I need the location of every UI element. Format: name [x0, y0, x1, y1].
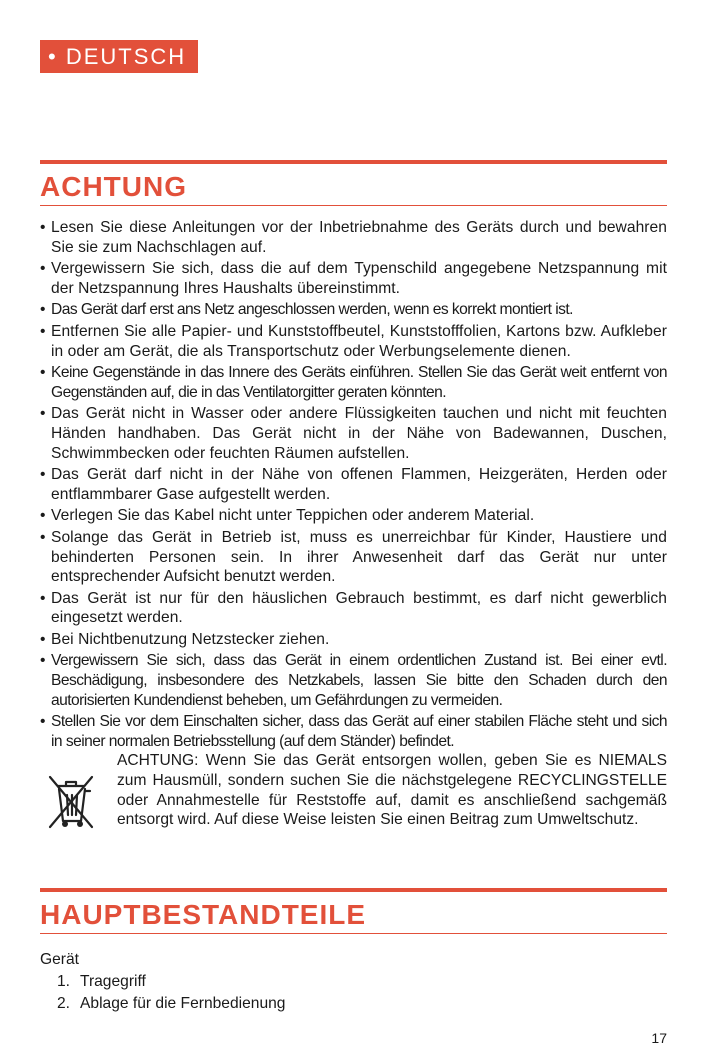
- warning-item: • Bei Nichtbenutzung Netzstecker ziehen.: [40, 630, 330, 648]
- item-label: Ablage für die Fernbedienung: [80, 995, 286, 1012]
- parts-heading: HAUPTBESTANDTEILE: [40, 899, 367, 930]
- disposal-notice: [40, 751, 667, 855]
- parts-header: [40, 888, 667, 934]
- warning-item: • Das Gerät nicht in Wasser oder andere Flüssigkeiten tauchen und nicht mit feuchten Händen handhaben. Das Gerät nicht in der Nähe von Badewannen, Duschen, Schwimmbecken oder feuchten Räumen aufstellen.: [40, 405, 667, 462]
- item-number: 1.: [56, 973, 70, 990]
- parts-group-label: Gerät: [40, 951, 79, 968]
- warning-item: • Das Gerät ist nur für den häuslichen Gebrauch bestimmt, es darf nicht gewerblich eingesetzt werden.: [40, 589, 667, 627]
- warning-item: • Keine Gegenstände in das Innere des Geräts einführen. Stellen Sie das Gerät weit entfernt von Gegenständen auf, die in das Ventilatorgitter geraten könnten.: [40, 364, 667, 401]
- warning-item: • Lesen Sie diese Anleitungen vor der Inbetriebnahme des Geräts durch und bewahren Sie sie zum Nachschlagen auf.: [40, 219, 667, 256]
- warning-item: • Das Gerät darf erst ans Netz angeschlossen werden, wenn es korrekt montiert ist.: [40, 301, 573, 319]
- warning-item: • Entfernen Sie alle Papier- und Kunststoffbeutel, Kunststofffolien, Kartons bzw. Aufkleber in oder am Gerät, die als Transportschutz oder Werbungselemente dienen.: [40, 322, 667, 360]
- warnings-list: [40, 218, 667, 855]
- warning-item: • Das Gerät darf nicht in der Nähe von offenen Flammen, Heizgeräten, Herden oder entflammbarer Gase aufgestellt werden.: [40, 466, 667, 503]
- heading-rule-top: [40, 888, 667, 892]
- warning-item: • Vergewissern Sie sich, dass das Gerät in einem ordentlichen Zustand ist. Bei einer evtl. Beschädigung, insbesondere des Netzkabels, lassen Sie bitte den Schaden durch den autorisierten Kundendienst beheben, um Gefährdungen zu vermeiden.: [40, 652, 667, 709]
- heading-rule-top: [40, 160, 667, 164]
- warning-item: • Solange das Gerät in Betrieb ist, muss es unerreichbar für Kinder, Haustiere und behinderten Personen sein. In ihrer Anwesenheit darf das Gerät nur unter entsprechender Aufsicht benutzt werden.: [40, 528, 667, 586]
- list-item: [40, 971, 667, 993]
- list-item: [40, 993, 667, 1015]
- disposal-text: ACHTUNG: Wenn Sie das Gerät entsorgen wollen, geben Sie es NIEMALS zum Hausmüll, sondern suchen Sie die nächstgelegene RECYCLINGSTELLE oder Annahmestelle für Reststoffe auf, damit es anschließend sachgemäß entsorgt wird. Auf diese Weise leisten Sie einen Beitrag zum Umweltschutz.: [117, 752, 667, 829]
- page-number: 17: [651, 1030, 667, 1046]
- item-label: Tragegriff: [80, 973, 146, 990]
- language-tag: • DEUTSCH: [40, 40, 198, 73]
- heading-rule-bottom: [40, 933, 667, 934]
- heading-rule-bottom: [40, 205, 667, 206]
- parts-list: [40, 949, 667, 1015]
- warning-item: • Vergewissern Sie sich, dass die auf dem Typenschild angegebene Netzspannung mit der Netzspannung Ihres Haushalts übereinstimmt.: [40, 260, 667, 297]
- item-number: 2.: [56, 995, 70, 1012]
- achtung-heading: ACHTUNG: [40, 171, 187, 202]
- crossed-out-wheelie-bin-icon: [44, 769, 98, 833]
- warning-item: • Verlegen Sie das Kabel nicht unter Teppichen oder anderem Material.: [40, 507, 535, 525]
- achtung-header: [40, 160, 667, 206]
- warning-item: • Stellen Sie vor dem Einschalten sicher, dass das Gerät auf einer stabilen Fläche steht und sich in seiner normalen Betriebsstellung (auf dem Ständer) befindet.: [40, 713, 667, 750]
